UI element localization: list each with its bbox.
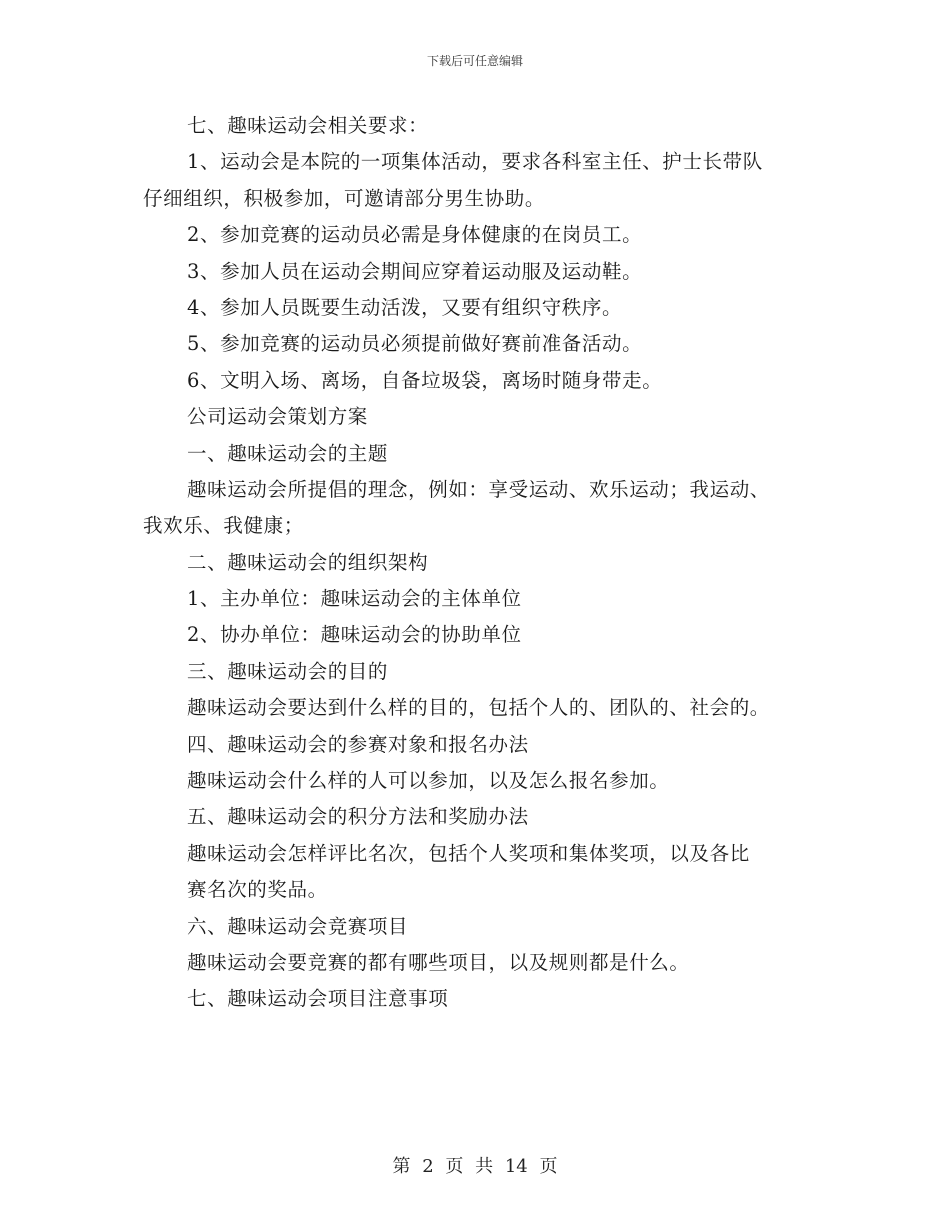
paragraph-line: 1、运动会是本院的一项集体活动，要求各科室主任、护士长带队 bbox=[187, 150, 763, 174]
paragraph-line: 七、趣味运动会项目注意事项 bbox=[187, 987, 449, 1011]
paragraph-line: 5、参加竞赛的运动员必须提前做好赛前准备活动。 bbox=[187, 332, 643, 356]
paragraph-line: 4、参加人员既要生动活泼，又要有组织守秩序。 bbox=[187, 295, 623, 319]
page-header-note: 下载后可任意编辑 bbox=[426, 54, 523, 68]
paragraph-line: 6、文明入场、离场，自备垃圾袋，离场时随身带走。 bbox=[187, 368, 663, 392]
paragraph-line: 二、趣味运动会的组织架构 bbox=[187, 550, 429, 574]
paragraph-line: 趣味运动会什么样的人可以参加，以及怎么报名参加。 bbox=[187, 769, 670, 793]
paragraph-line: 2、参加竞赛的运动员必需是身体健康的在岗员工。 bbox=[187, 223, 643, 247]
paragraph-line: 1、主办单位：趣味运动会的主体单位 bbox=[187, 587, 522, 611]
paragraph-line: 公司运动会策划方案 bbox=[187, 405, 368, 429]
paragraph-line: 赛名次的奖品。 bbox=[187, 878, 328, 902]
paragraph-line: 一、趣味运动会的主题 bbox=[187, 441, 389, 465]
paragraph-line: 趣味运动会所提倡的理念，例如：享受运动、欢乐运动；我运动、 bbox=[187, 477, 770, 501]
paragraph-line: 趣味运动会怎样评比名次，包括个人奖项和集体奖项，以及各比 bbox=[187, 841, 750, 865]
paragraph-line: 2、协办单位：趣味运动会的协助单位 bbox=[187, 623, 522, 647]
paragraph-line: 趣味运动会要竞赛的都有哪些项目，以及规则都是什么。 bbox=[187, 950, 690, 974]
paragraph-line: 五、趣味运动会的积分方法和奖励办法 bbox=[187, 805, 529, 829]
paragraph-line: 四、趣味运动会的参赛对象和报名办法 bbox=[187, 732, 529, 756]
document-body bbox=[143, 108, 823, 1018]
paragraph-line: 我欢乐、我健康； bbox=[143, 514, 304, 538]
paragraph-line: 七、趣味运动会相关要求： bbox=[187, 114, 429, 137]
paragraph-line: 三、趣味运动会的目的 bbox=[187, 659, 389, 683]
page-footer-number: 第 2 页 共 14 页 bbox=[392, 1156, 558, 1177]
paragraph-line: 六、趣味运动会竞赛项目 bbox=[187, 914, 409, 938]
paragraph-line: 3、参加人员在运动会期间应穿着运动服及运动鞋。 bbox=[187, 259, 643, 283]
paragraph-line: 仔细组织，积极参加，可邀请部分男生协助。 bbox=[143, 186, 546, 210]
paragraph-line: 趣味运动会要达到什么样的目的，包括个人的、团队的、社会的。 bbox=[187, 696, 770, 720]
